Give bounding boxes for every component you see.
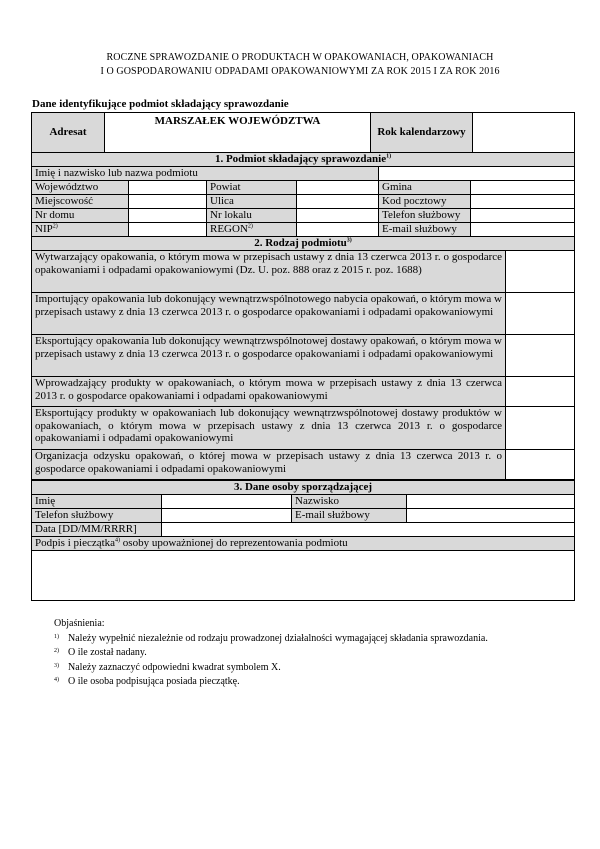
gmina-field[interactable] bbox=[471, 181, 575, 195]
title-line-1: ROCZNE SPRAWOZDANIE O PRODUKTACH W OPAKOWANIACH, OPAKOWANIACH bbox=[106, 52, 494, 63]
entity-type-checkbox-3[interactable] bbox=[506, 335, 575, 377]
notes-heading: Objaśnienia: bbox=[54, 618, 105, 629]
adresat-label: Adresat bbox=[32, 113, 105, 153]
section-1-sup: 1) bbox=[386, 153, 392, 160]
note-text: Należy wypełnić niezależnie od rodzaju prowadzonej działalności wymagającej składania sprawozdania. bbox=[68, 632, 488, 644]
note-text: Należy zaznaczyć odpowiedni kwadrat symbolem X. bbox=[68, 661, 281, 673]
address-table bbox=[31, 112, 575, 153]
section-2-table bbox=[31, 236, 575, 480]
nip-sup: 2) bbox=[52, 223, 58, 230]
email-field[interactable] bbox=[471, 223, 575, 237]
nr-lokalu-field[interactable] bbox=[297, 209, 379, 223]
nr-lokalu-label: Nr lokalu bbox=[207, 209, 297, 223]
note-item bbox=[54, 661, 488, 676]
nip-label bbox=[32, 223, 129, 237]
section-2-title: 2. Rodzaj podmiotu bbox=[254, 237, 347, 250]
podpis-label bbox=[32, 537, 575, 551]
name-field[interactable] bbox=[379, 167, 575, 181]
nazwisko-label: Nazwisko bbox=[292, 495, 407, 509]
nr-domu-label: Nr domu bbox=[32, 209, 129, 223]
regon-text: REGON bbox=[210, 223, 248, 235]
telefon-label: Telefon służbowy bbox=[379, 209, 471, 223]
entity-type-option-3: Eksportujący opakowania lub dokonujący wewnątrzwspólnotowej dostawy opakowań, o którym mowa w przepisach ustawy z dnia 13 czerwca 2013 r. o gospodarce opakowaniami i odpadami opakowaniowymi bbox=[32, 335, 506, 377]
miejscowosc-label: Miejscowość bbox=[32, 195, 129, 209]
entity-type-option-1: Wytwarzający opakowania, o którym mowa w przepisach ustawy z dnia 13 czerwca 2013 r. o gospodarce opakowaniami i odpadami opakowaniowymi (Dz. U. poz. 888 oraz z 2015 r. poz. 1688) bbox=[32, 251, 506, 293]
kod-label: Kod pocztowy bbox=[379, 195, 471, 209]
nr-domu-field[interactable] bbox=[129, 209, 207, 223]
powiat-field[interactable] bbox=[297, 181, 379, 195]
regon-label bbox=[207, 223, 297, 237]
section-3-table bbox=[31, 480, 575, 601]
section-1-title: 1. Podmiot składający sprawozdanie bbox=[214, 153, 387, 166]
email-2-field[interactable] bbox=[407, 509, 575, 523]
note-text: O ile osoba podpisująca posiada pieczątkę. bbox=[68, 676, 240, 687]
entity-type-checkbox-4[interactable] bbox=[506, 377, 575, 407]
entity-type-option-2: Importujący opakowania lub dokonujący wewnątrzwspólnotowego nabycia opakowań, o którym mowa w przepisach ustawy z dnia 13 czerwca 2013 r. o gospodarce opakowaniami i odpadami opakowaniowymi bbox=[32, 293, 506, 335]
nip-field[interactable] bbox=[129, 223, 207, 237]
gmina-label: Gmina bbox=[379, 181, 471, 195]
data-label: Data [DD/MM/RRRR] bbox=[32, 523, 162, 537]
kod-field[interactable] bbox=[471, 195, 575, 209]
podpis-text-pre: Podpis i pieczątka bbox=[35, 537, 116, 549]
podpis-sup: 4) bbox=[115, 537, 121, 544]
section-1-table bbox=[31, 152, 575, 237]
section-3-header: 3. Dane osoby sporządzającej bbox=[32, 481, 575, 495]
regon-sup: 2) bbox=[247, 223, 253, 230]
entity-type-checkbox-6[interactable] bbox=[506, 450, 575, 480]
podpis-text-post: osoby upoważnionej do reprezentowania podmiotu bbox=[120, 537, 348, 549]
wojewodztwo-label: Województwo bbox=[32, 181, 129, 195]
email-label: E-mail służbowy bbox=[379, 223, 471, 237]
title-line-2: I O GOSPODAROWANIU ODPADAMI OPAKOWANIOWYMI ZA ROK 2015 I ZA ROK 2016 bbox=[100, 66, 500, 77]
regon-field[interactable] bbox=[297, 223, 379, 237]
telefon-2-label: Telefon służbowy bbox=[32, 509, 162, 523]
report-title bbox=[20, 51, 580, 79]
rok-field[interactable] bbox=[473, 113, 575, 153]
section-1-header bbox=[32, 153, 575, 167]
ulica-label: Ulica bbox=[207, 195, 297, 209]
section-2-sup: 3) bbox=[346, 237, 352, 244]
entity-type-checkbox-5[interactable] bbox=[506, 407, 575, 450]
nazwisko-field[interactable] bbox=[407, 495, 575, 509]
note-item bbox=[54, 675, 488, 690]
entity-type-checkbox-2[interactable] bbox=[506, 293, 575, 335]
entity-type-option-6: Organizacja odzysku opakowań, o której mowa w przepisach ustawy z dnia 13 czerwca 2013 r. o gospodarce opakowaniami i odpadami opakowaniowymi bbox=[32, 450, 506, 480]
nip-text: NIP bbox=[35, 223, 53, 235]
section-title: Dane identyfikujące podmiot składający sprawozdanie bbox=[32, 98, 289, 110]
note-number: 2) bbox=[54, 648, 59, 654]
note-number: 1) bbox=[54, 633, 59, 640]
powiat-label: Powiat bbox=[207, 181, 297, 195]
podpis-field[interactable] bbox=[32, 551, 575, 601]
note-item bbox=[54, 646, 488, 661]
section-2-header bbox=[32, 237, 575, 251]
entity-type-option-5: Eksportujący produkty w opakowaniach lub dokonujący wewnątrzwspólnotowej dostawy produktów w opakowaniach, o którym mowa w przepisach ustawy z dnia 13 czerwca 2013 r. o gospodarce opakowaniami i odpadami opakowaniowymi bbox=[32, 407, 506, 450]
name-label: Imię i nazwisko lub nazwa podmiotu bbox=[32, 167, 379, 181]
imie-label: Imię bbox=[32, 495, 162, 509]
data-field[interactable] bbox=[162, 523, 575, 537]
wojewodztwo-field[interactable] bbox=[129, 181, 207, 195]
miejscowosc-field[interactable] bbox=[129, 195, 207, 209]
telefon-2-field[interactable] bbox=[162, 509, 292, 523]
ulica-field[interactable] bbox=[297, 195, 379, 209]
note-item bbox=[54, 632, 488, 647]
rok-label: Rok kalendarzowy bbox=[371, 113, 473, 153]
note-number: 3) bbox=[54, 662, 59, 669]
entity-type-checkbox-1[interactable] bbox=[506, 251, 575, 293]
notes bbox=[54, 617, 488, 690]
note-number: 4) bbox=[54, 677, 59, 683]
note-text: O ile został nadany. bbox=[68, 647, 147, 658]
entity-type-option-4: Wprowadzający produkty w opakowaniach, o którym mowa w przepisach ustawy z dnia 13 czerwca 2013 r. o gospodarce opakowaniami i odpadami opakowaniowymi bbox=[32, 377, 506, 407]
email-2-label: E-mail służbowy bbox=[292, 509, 407, 523]
telefon-field[interactable] bbox=[471, 209, 575, 223]
marszalek-label: MARSZAŁEK WOJEWÓDZTWA bbox=[105, 113, 371, 153]
imie-field[interactable] bbox=[162, 495, 292, 509]
